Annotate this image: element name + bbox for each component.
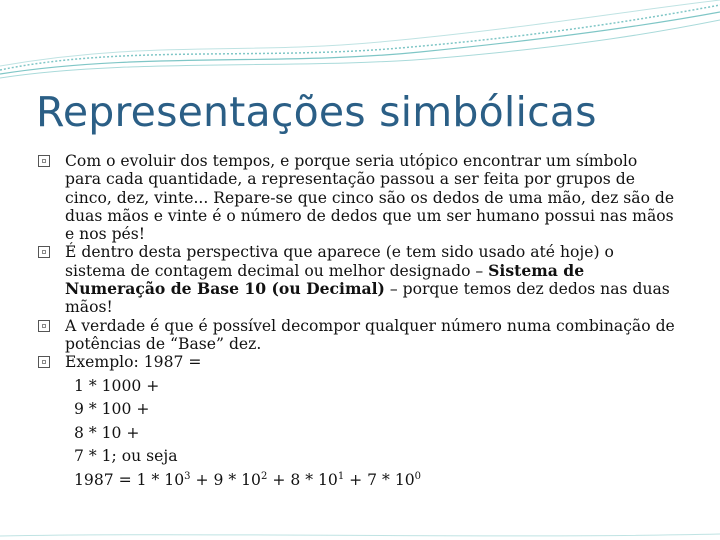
slide-body [38, 152, 678, 493]
bullet-item [38, 353, 678, 371]
final-part: + 8 * 10 [267, 470, 338, 489]
example-line: 7 * 1; ou seja [74, 447, 178, 466]
example-final-line [74, 469, 678, 493]
bullet-text: – porque temos dez dedos nas duas mãos! [65, 280, 670, 317]
exponent: 0 [414, 470, 422, 482]
square-bullet-icon [38, 246, 50, 258]
exponent: 1 [337, 470, 345, 482]
bullet-item [38, 152, 678, 243]
bullet-text: Com o evoluir dos tempos, e porque seria utópico encontrar um símbolo para cada quantidade, a representação passou a ser feita por grupos de cinco, dez, vinte... Repare-se que cinco são os dedos de uma mão, dez são de duas mãos e vinte é o número de dedos que um ser humano possui nas mãos e nos pés! [65, 152, 675, 244]
example-block [38, 375, 678, 493]
square-bullet-icon [38, 356, 50, 368]
final-part: 1987 = 1 * 10 [74, 470, 185, 489]
final-part: + 9 * 10 [190, 470, 261, 489]
header-wave-decoration [0, 0, 720, 90]
slide-title: Representações simbólicas [36, 88, 597, 136]
footer-wave-decoration [0, 530, 720, 540]
example-line: 9 * 100 + [74, 400, 150, 419]
example-line: 1 * 1000 + [74, 376, 160, 395]
exponent: 3 [184, 470, 191, 482]
bullet-text: A verdade é que é possível decompor qualquer número numa combinação de potências de “Base” dez. [65, 316, 675, 353]
bullet-bold-text: Sistema de Numeração de Base 10 (ou Decimal) [65, 260, 585, 299]
square-bullet-icon [38, 320, 50, 332]
example-line: 8 * 10 + [74, 423, 140, 442]
exponent: 2 [260, 470, 268, 482]
bullet-text: É dentro desta perspectiva que aparece (e tem sido usado até hoje) o sistema de contagem decimal ou melhor designado – [65, 243, 614, 280]
bullet-text: Exemplo: 1987 = [65, 353, 202, 372]
bullet-item [38, 243, 678, 316]
final-part: + 7 * 10 [344, 470, 415, 489]
bullet-item [38, 317, 678, 354]
square-bullet-icon [38, 155, 50, 167]
